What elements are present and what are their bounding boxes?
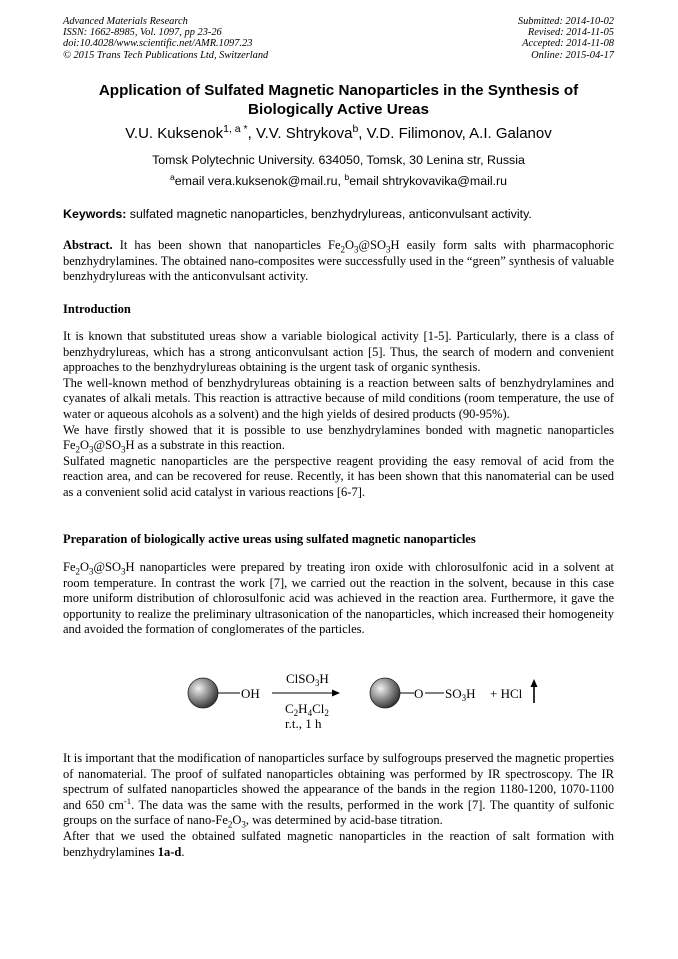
copyright-line: © 2015 Trans Tech Publications Ltd, Switzerland	[63, 49, 269, 61]
title-line-2: Biologically Active Ureas	[248, 101, 429, 118]
final-paragraph	[63, 829, 614, 860]
abstract-paragraph	[63, 238, 614, 285]
oxygen-label: O	[414, 686, 424, 701]
subscript: 3	[89, 444, 94, 455]
superscript: -1	[123, 795, 132, 806]
text-run: After that we used the obtained sulfated magnetic nanoparticles in the reaction of salt formation with benzhydrylamines	[63, 828, 614, 859]
sulfo-group-label: $SO_3H$	[445, 686, 476, 703]
text-run: . The data was the same with the results, performed in the work [7]. The quantity of sulfonic groups on the surface of nano-Fe	[63, 797, 614, 828]
header-right	[518, 16, 614, 61]
abstract-text: O	[345, 238, 355, 252]
text-run: .	[181, 844, 185, 859]
intro-paragraph-4: Sulfated magnetic nanoparticles are the perspective reagent providing the easy removal of acid from the reaction area, and can be recovered for reuse. Recently, it has been shown that this nanomaterial can be used as a convenient solid acid catalyst in various reactions [6-7].	[63, 453, 614, 499]
revised-date: Revised: 2014-11-05	[527, 27, 614, 39]
preparation-body	[63, 560, 614, 638]
header-left	[63, 16, 268, 61]
subscript: 2	[75, 444, 80, 455]
author-2-marks: b	[352, 123, 359, 135]
text-run: Fe	[63, 560, 76, 574]
subscript: 2	[227, 819, 233, 830]
subscript: 3	[386, 244, 391, 255]
ir-paragraph	[63, 751, 614, 829]
author-1-marks: 1, a *	[223, 123, 248, 135]
subscript: 3	[354, 244, 359, 255]
keywords-label: Keywords:	[63, 207, 127, 221]
text-run: We have firstly showed that it is possible to use benzhydrylamines bonded with magnetic nanoparticles Fe	[63, 422, 614, 453]
text-run: H as a substrate in this reaction.	[125, 438, 285, 453]
compound-label: 1a-d	[157, 844, 182, 859]
email-b: email shtrykovavika@mail.ru	[349, 174, 508, 188]
intro-paragraph-3	[63, 423, 614, 454]
gas-arrow-head	[531, 679, 538, 687]
prep-paragraph	[63, 560, 614, 638]
text-run: O	[80, 560, 90, 574]
solvent-label: $C_2H_4Cl_2$	[285, 701, 329, 718]
text-run: It is important that the modification of nanoparticles surface by sulfogroups preserved the magnetic properties of nanomaterial. The proof of sulfated nanoparticles obtaining was performed by IR spectroscopy. The IR spectrum of sulfated nanoparticles showed the appearance of the bands in the region 1180-1200, 1070-1100 and 650 cm	[63, 751, 614, 812]
conditions-label: r.t., 1 h	[285, 716, 322, 731]
paper-title	[63, 81, 614, 119]
doi-line: doi:10.4028/www.scientific.net/AMR.1097.23	[63, 38, 253, 50]
email-b-mark: b	[344, 171, 350, 182]
online-date: Online: 2015-04-17	[531, 49, 614, 61]
title-line-1: Application of Sulfated Magnetic Nanoparticles in the Synthesis of	[98, 82, 579, 99]
journal-name: Advanced Materials Research	[63, 16, 188, 27]
subscript: 3	[241, 819, 246, 830]
reaction-scheme	[180, 672, 540, 732]
introduction-body	[63, 329, 614, 501]
author-2: , V.V. Shtrykova	[247, 125, 353, 142]
subscript: 3	[89, 566, 94, 577]
text-run: O	[80, 438, 90, 453]
text-run: @SO	[93, 560, 122, 574]
ir-body	[63, 751, 614, 860]
abstract-text: H easily form salts with pharmacophoric benzhydrylamines. The obtained nano-composites were successfully used in the “green” synthesis of valuable benzhydrylureas with the anticonvulsant activity.	[63, 238, 614, 284]
introduction-heading: Introduction	[63, 302, 131, 316]
email-a: email vera.kuksenok@mail.ru,	[174, 174, 345, 188]
issn-line: ISSN: 1662-8985, Vol. 1097, pp 23-26	[63, 27, 222, 39]
intro-paragraph-1: It is known that substituted ureas show a variable biological activity [1-5]. Particularly, there is a class of benzhydrylureas, which has a strong anticonvulsant action [5]. Thus, the search of modern and convenient approaches to the benzhydrylureas obtaining is the urgent task of organic synthesis.	[63, 329, 614, 375]
keywords	[63, 207, 614, 222]
subscript: 3	[121, 566, 126, 577]
arrow-head	[332, 690, 340, 697]
abstract-text: It has been shown that nanoparticles Fe	[112, 238, 341, 252]
text-run: , was determined by acid-base titration.	[245, 813, 443, 828]
reagent-label: ClSO$_3$H	[286, 672, 329, 688]
subscript: 2	[340, 244, 345, 255]
intro-paragraph-2: The well-known method of benzhydrylureas obtaining is a reaction between salts of benzhydrylamines and cyanates of alkali metals. This reaction is attractive because of mild conditions (room temperature, the use of water or aqueous alcohols as a solvent) and the high yields of desired products (90-95%).	[63, 375, 614, 421]
sulfated-nanoparticle-icon	[370, 678, 400, 708]
affiliation: Tomsk Polytechnic University. 634050, Tomsk, 30 Lenina str, Russia	[152, 153, 525, 167]
accepted-date: Accepted: 2014-11-08	[522, 38, 614, 50]
abstract-text: @SO	[358, 238, 387, 252]
submitted-date: Submitted: 2014-10-02	[517, 16, 614, 27]
subscript: 3	[121, 444, 126, 455]
nanoparticle-icon	[188, 678, 218, 708]
preparation-heading: Preparation of biologically active ureas using sulfated magnetic nanoparticles	[63, 532, 476, 546]
subscript: 2	[75, 566, 80, 577]
hydroxyl-label: OH	[241, 686, 260, 701]
author-3-4: , V.D. Filimonov, A.I. Galanov	[358, 125, 552, 142]
abstract-label: Abstract.	[63, 238, 113, 252]
article-header	[63, 16, 614, 61]
email-a-mark: a	[169, 171, 175, 182]
abstract	[63, 238, 614, 285]
text-run: O	[232, 813, 242, 828]
author-list	[63, 125, 614, 143]
author-emails	[63, 171, 614, 189]
text-run: @SO	[93, 438, 122, 453]
text-run: H nanoparticles were prepared by treating iron oxide with chlorosulfonic acid in a solvent at room temperature. In contrast the work [7], we carried out the reaction in the solvent, because in this case more uniform distribution of chlorosulfonic acid was achieved in the reaction area. Furthermore, it gave the opportunity to realize the preliminary ultrasonication of the nanoparticles, which increased their homogeneity and avoided the formation of conglomerates of the particles.	[63, 560, 614, 637]
keywords-text: sulfated magnetic nanoparticles, benzhydrylureas, anticonvulsant activity.	[126, 207, 532, 221]
author-1: V.U. Kuksenok	[125, 125, 224, 142]
hcl-label: + HCl	[490, 686, 523, 701]
